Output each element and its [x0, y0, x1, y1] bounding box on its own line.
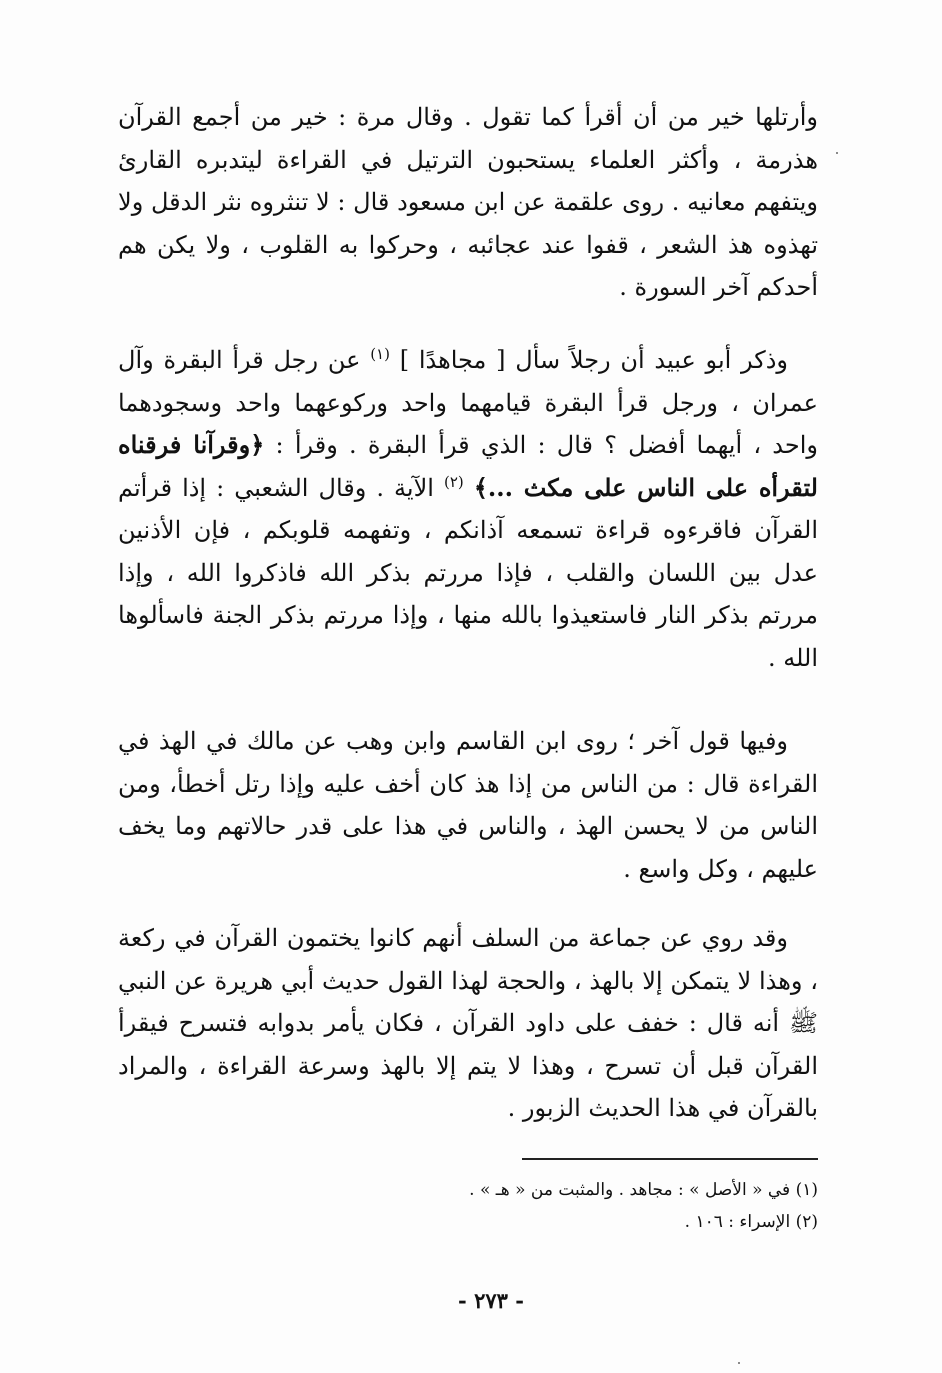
footnote-divider: [522, 1158, 818, 1160]
paragraph-2-part-2: عن رجل قرأ البقرة وآل عمران ، ورجل قرأ البقرة قيامهما واحد وركوعهما واحد وسجودهما واحد ، أيهما أفضل ؟ قال : الذي قرأ البقرة . وقرأ :: [118, 346, 819, 459]
paragraph-4: [118, 917, 818, 1130]
footnote-1: (١) في « الأصل » : مجاهد . والمثبت من « هـ » .: [469, 1180, 818, 1200]
paragraph-1: [118, 96, 818, 309]
paragraph-3-text: وفيها قول آخر ؛ روى ابن القاسم وابن وهب عن مالك في الهذ في القراءة قال : من الناس من إذا هذ كان أخف عليه وإذا رتل أخطأ، ومن الناس من لا يحسن الهذ ، والناس في هذا على قدر حالاتهم وما يخف عليهم ، وكل واسع .: [118, 727, 818, 883]
footnote-ref-1: (١): [370, 345, 390, 363]
paragraph-1-text: وأرتلها خير من أن أقرأ كما تقول . وقال مرة : خير من أجمع القرآن هذرمة ، وأكثر العلماء يستحبون الترتيل في القراءة ليتدبره القارئ ويتفهم معانيه . روى علقمة عن ابن مسعود قال : لا تنثروه نثر الدقل ولا تهذوه هذ الشعر ، قفوا عند عجائبه ، وحركوا به القلوب ، ولا يكن هم أحدكم آخر السورة .: [118, 103, 818, 301]
scan-speck: [738, 1362, 740, 1364]
scan-speck: [836, 152, 838, 154]
page-number: - ٢٧٣ -: [458, 1288, 524, 1313]
paragraph-2-part-1: وذكر أبو عبيد أن رجلاً سأل [ مجاهدًا ]: [389, 346, 788, 374]
paragraph-2-part-3: الآية . وقال الشعبي : إذا قرأتم القرآن فاقرءوه قراءة تسمعه آذانكم ، وتفهمه قلوبكم ، فإن الأذنين عدل بين اللسان والقلب ، فإذا مررتم بذكر الله فاذكروا الله ، وإذا مررتم بذكر النار فاستعيذوا بالله منها ، وإذا مررتم بذكر الجنة فاسألوها الله .: [118, 473, 818, 672]
footnote-2: (٢) الإسراء : ١٠٦ .: [684, 1212, 818, 1232]
paragraph-2-text: [118, 339, 818, 679]
footnotes: [300, 1174, 818, 1238]
paragraph-2: [118, 339, 818, 679]
quran-quote: ﴿وقرآنا فرقناه لتقرأه على الناس على مكث ...﴾: [118, 430, 818, 502]
footnote-ref-2: (٢): [443, 472, 464, 491]
paragraph-3: [118, 720, 818, 890]
paragraph-4-text: وقد روي عن جماعة من السلف أنهم كانوا يختمون القرآن في ركعة ، وهذا لا يتمكن إلا بالهذ ، والحجة لهذا القول حديث أبي هريرة عن النبي ﷺ أنه قال : خفف على داود القرآن ، فكان يأمر بدوابه فتسرح فيقرأ القرآن قبل أن تسرح ، وهذا لا يتم إلا بالهذ وسرعة القراءة ، والمراد بالقرآن في هذا الحديث الزبور .: [118, 924, 818, 1122]
